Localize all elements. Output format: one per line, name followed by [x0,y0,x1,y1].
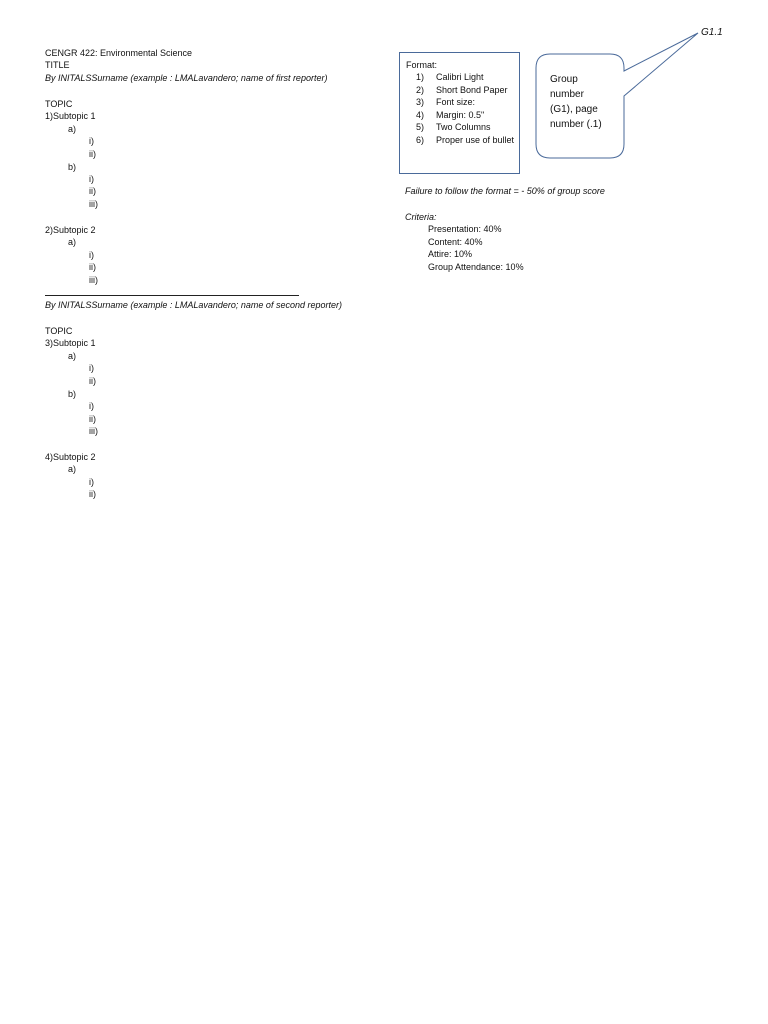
topic-heading-2: TOPIC [45,326,73,336]
item-ii: ii) [89,376,96,386]
criteria-item: Group Attendance: 10% [428,262,524,272]
separator-line [45,295,299,296]
item-i: i) [89,136,94,146]
item-b: b) [68,389,77,399]
subtopic-4: 4)Subtopic 2 [45,452,96,462]
format-item-text: Margin: 0.5" [436,110,485,120]
item-a: a) [68,124,77,134]
doc-title: TITLE [45,60,70,70]
item-iii: iii) [89,426,98,436]
item-i: i) [89,401,94,411]
format-item-number: 4) [416,110,425,120]
callout-line: (G1), page [550,104,598,115]
item-ii: ii) [89,149,96,159]
item-ii: ii) [89,262,96,272]
item-a: a) [68,464,77,474]
criteria-item: Content: 40% [428,237,483,247]
format-item-text: Calibri Light [436,72,484,82]
item-i: i) [89,174,94,184]
format-item-number: 2) [416,85,425,95]
item-iii: iii) [89,199,98,209]
item-ii: ii) [89,414,96,424]
callout-label: G1.1 [701,27,723,38]
callout-line: Group [550,74,578,85]
criteria-item: Presentation: 40% [428,224,502,234]
format-item-text: Font size: [436,97,476,107]
item-i: i) [89,363,94,373]
course-title: CENGR 422: Environmental Science [45,48,193,58]
format-item-number: 3) [416,97,425,107]
penalty-note: Failure to follow the format = - 50% of group score [405,186,605,196]
criteria-item: Attire: 10% [428,249,473,259]
format-item-text: Two Columns [436,122,491,132]
criteria-heading: Criteria: [405,212,437,222]
format-box [399,52,520,174]
format-item-number: 1) [416,72,425,82]
item-ii: ii) [89,489,96,499]
item-i: i) [89,477,94,487]
item-b: b) [68,162,77,172]
format-item-text: Proper use of bullet [436,135,515,145]
format-heading: Format: [406,60,438,70]
item-a: a) [68,351,77,361]
byline-second-reporter: By INITALSSurname (example : LMALavandero; name of second reporter) [45,300,342,310]
subtopic-3: 3)Subtopic 1 [45,338,96,348]
format-item-number: 6) [416,135,425,145]
item-i: i) [89,250,94,260]
subtopic-2: 2)Subtopic 2 [45,225,96,235]
format-item-text: Short Bond Paper [436,85,508,95]
callout-line: number (.1) [550,119,602,130]
subtopic-1: 1)Subtopic 1 [45,111,96,121]
topic-heading-1: TOPIC [45,99,73,109]
item-iii: iii) [89,275,98,285]
item-a: a) [68,237,77,247]
item-ii: ii) [89,186,96,196]
format-item-number: 5) [416,122,425,132]
callout-line: number [550,89,584,100]
byline-first-reporter: By INITALSSurname (example : LMALavandero; name of first reporter) [45,73,328,83]
